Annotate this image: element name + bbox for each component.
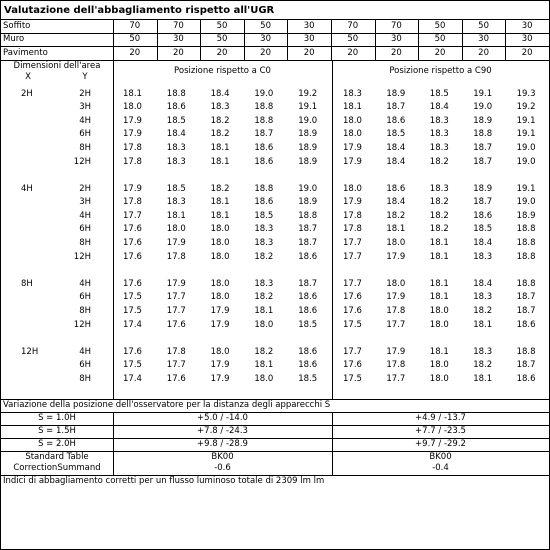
ugr-value-c90: 18.6 xyxy=(386,183,406,194)
ugr-value-c90: 17.9 xyxy=(343,197,362,208)
y-dimension: 6H xyxy=(79,360,91,371)
ugr-value-c90: 18.4 xyxy=(429,102,449,113)
ugr-value-c0: 18.2 xyxy=(210,115,230,126)
ugr-value-c90: 19.1 xyxy=(516,115,536,126)
ugr-value-c0: 18.1 xyxy=(166,210,186,221)
reflectance-value: 20 xyxy=(172,47,184,58)
ugr-value-c90: 18.1 xyxy=(429,346,449,357)
grid-line xyxy=(332,60,333,85)
ugr-value-c0: 18.6 xyxy=(254,142,274,153)
ugr-value-c0: 17.9 xyxy=(123,115,142,126)
ugr-value-c90: 19.0 xyxy=(516,142,536,153)
reflectance-value: 30 xyxy=(390,34,402,44)
ugr-value-c0: 18.3 xyxy=(254,238,274,248)
ugr-value-c0: 18.1 xyxy=(123,88,142,99)
ugr-value-c0: 18.5 xyxy=(298,373,318,384)
grid-line xyxy=(113,85,114,400)
ugr-value-c90: 17.5 xyxy=(343,373,362,384)
ugr-value-c90: 17.5 xyxy=(343,319,362,330)
ugr-value-c90: 17.9 xyxy=(343,156,362,167)
ugr-value-c90: 18.0 xyxy=(429,305,449,316)
reflectance-value: 30 xyxy=(303,20,315,31)
y-dimension: 8H xyxy=(79,238,91,248)
ugr-value-c90: 18.9 xyxy=(473,183,493,194)
ugr-value-c0: 18.9 xyxy=(298,197,318,208)
reflectance-value: 50 xyxy=(260,20,271,31)
ugr-value-c0: 17.8 xyxy=(123,197,142,208)
ugr-value-c0: 18.1 xyxy=(210,197,230,208)
ugr-value-c0: 18.4 xyxy=(210,88,230,99)
y-dimension: 4H xyxy=(79,210,91,221)
ugr-value-c90: 17.7 xyxy=(386,319,406,330)
ugr-value-c0: 18.8 xyxy=(298,210,318,221)
ugr-value-c90: 18.1 xyxy=(429,238,449,248)
variation-s: S = 2.0H xyxy=(38,439,76,449)
ugr-value-c0: 18.1 xyxy=(210,210,230,221)
ugr-value-c0: 17.8 xyxy=(166,346,186,357)
x-dimension: 2H xyxy=(21,88,33,99)
ugr-value-c0: 18.7 xyxy=(298,278,318,289)
ugr-value-c90: 17.6 xyxy=(343,305,362,316)
ugr-value-c90: 18.9 xyxy=(386,88,406,99)
ugr-value-c0: 19.0 xyxy=(298,183,318,194)
reflectance-value: 70 xyxy=(129,20,141,31)
reflectance-value: 20 xyxy=(303,47,315,58)
ugr-value-c0: 17.9 xyxy=(123,183,142,194)
ugr-value-c90: 18.8 xyxy=(516,346,536,357)
ugr-value-c90: 18.5 xyxy=(473,224,493,235)
ugr-value-c90: 18.0 xyxy=(343,183,362,194)
ugr-value-c0: 18.1 xyxy=(210,156,230,167)
ugr-value-c0: 18.0 xyxy=(210,346,230,357)
ugr-value-c0: 17.8 xyxy=(166,251,186,262)
ugr-value-c90: 18.0 xyxy=(429,360,449,371)
ugr-value-c90: 17.7 xyxy=(343,238,362,248)
reflectance-value: 30 xyxy=(478,34,489,44)
reflectance-value: 50 xyxy=(434,20,446,31)
standard-table-c90: BK00 xyxy=(429,452,452,462)
ugr-value-c90: 18.9 xyxy=(516,210,536,221)
ugr-value-c90: 18.3 xyxy=(473,251,493,262)
ugr-value-c0: 18.4 xyxy=(166,129,186,140)
ugr-value-c90: 17.7 xyxy=(386,373,406,384)
ugr-value-c0: 17.9 xyxy=(166,238,186,248)
ugr-value-c0: 18.9 xyxy=(298,156,318,167)
ugr-value-c90: 18.1 xyxy=(429,292,449,303)
reflectance-value: 30 xyxy=(521,34,533,44)
ugr-value-c0: 17.9 xyxy=(210,305,230,316)
ugr-value-c0: 17.8 xyxy=(123,156,142,167)
reflectance-value: 70 xyxy=(172,20,184,31)
ugr-value-c0: 18.5 xyxy=(166,183,186,194)
ugr-value-c0: 17.9 xyxy=(123,129,142,140)
ugr-value-c0: 18.3 xyxy=(166,142,186,153)
ugr-value-c90: 18.8 xyxy=(516,224,536,235)
reflectance-value: 50 xyxy=(216,34,228,44)
ugr-value-c90: 17.7 xyxy=(343,278,362,289)
ugr-value-c90: 18.0 xyxy=(386,278,406,289)
ugr-value-c90: 18.7 xyxy=(516,360,536,371)
ugr-value-c90: 18.3 xyxy=(473,346,493,357)
ugr-value-c0: 18.7 xyxy=(254,129,274,140)
ugr-value-c0: 18.8 xyxy=(254,183,274,194)
ugr-value-c0: 17.8 xyxy=(123,142,142,153)
ugr-value-c90: 18.3 xyxy=(429,115,449,126)
y-dimension: 4H xyxy=(79,278,91,289)
ugr-value-c90: 18.2 xyxy=(429,210,449,221)
ugr-value-c0: 18.5 xyxy=(254,210,274,221)
ugr-value-c90: 19.1 xyxy=(473,88,493,99)
ugr-value-c0: 18.6 xyxy=(298,305,318,316)
ugr-value-c0: 19.1 xyxy=(298,102,318,113)
y-dimension: 12H xyxy=(73,251,91,262)
reflectance-value: 70 xyxy=(347,20,359,31)
ugr-value-c0: 18.5 xyxy=(298,319,318,330)
ugr-value-c90: 18.5 xyxy=(386,129,406,140)
ugr-value-c0: 17.5 xyxy=(123,360,142,371)
ugr-value-c0: 18.3 xyxy=(254,224,274,235)
y-dimension: 6H xyxy=(79,129,91,140)
ugr-value-c90: 18.3 xyxy=(473,292,493,303)
ugr-value-c0: 18.0 xyxy=(210,292,230,303)
ugr-value-c90: 18.8 xyxy=(516,278,536,289)
ugr-value-c90: 18.7 xyxy=(516,305,536,316)
grid-line xyxy=(418,19,419,60)
ugr-value-c0: 18.3 xyxy=(210,102,230,113)
y-dimension: 8H xyxy=(79,373,91,384)
ugr-value-c0: 19.0 xyxy=(298,115,318,126)
grid-line xyxy=(287,19,288,60)
reflectance-value: 20 xyxy=(216,47,228,58)
ugr-value-c0: 18.6 xyxy=(298,292,318,303)
ugr-value-c0: 17.6 xyxy=(123,224,142,235)
y-dimension: 4H xyxy=(79,115,91,126)
ugr-value-c0: 18.0 xyxy=(210,238,230,248)
ugr-value-c90: 17.6 xyxy=(343,360,362,371)
ugr-value-c0: 18.5 xyxy=(166,115,186,126)
ugr-value-c90: 19.3 xyxy=(516,88,536,99)
reflectance-value: 20 xyxy=(260,47,271,58)
y-dimension: 12H xyxy=(73,319,91,330)
ugr-value-c0: 18.1 xyxy=(210,142,230,153)
ugr-value-c90: 18.2 xyxy=(473,305,493,316)
ugr-value-c0: 18.1 xyxy=(254,360,274,371)
y-header: Y xyxy=(82,71,88,82)
grid-line xyxy=(200,19,201,60)
ugr-value-c90: 18.0 xyxy=(386,238,406,248)
ugr-value-c0: 18.0 xyxy=(210,224,230,235)
ugr-value-c90: 19.0 xyxy=(516,197,536,208)
ugr-value-c90: 18.4 xyxy=(473,278,493,289)
ugr-value-c90: 18.4 xyxy=(473,238,493,248)
ugr-value-c90: 18.1 xyxy=(386,224,406,235)
ugr-value-c90: 18.9 xyxy=(473,115,493,126)
ugr-value-c90: 19.1 xyxy=(516,183,536,194)
ugr-value-c90: 19.0 xyxy=(473,102,493,113)
ugr-value-c90: 18.4 xyxy=(386,197,406,208)
ugr-value-c90: 18.7 xyxy=(516,292,536,303)
ugr-value-c90: 17.7 xyxy=(343,251,362,262)
ugr-value-c0: 17.6 xyxy=(166,373,186,384)
ugr-value-c0: 17.7 xyxy=(166,292,186,303)
x-dimension: 12H xyxy=(21,346,39,357)
ugr-value-c0: 18.3 xyxy=(254,278,274,289)
ugr-value-c90: 18.8 xyxy=(473,129,493,140)
reflectance-value: 50 xyxy=(216,20,228,31)
y-dimension: 6H xyxy=(79,292,91,303)
ugr-value-c90: 18.3 xyxy=(429,129,449,140)
variation-c90: +7.7 / -23.5 xyxy=(415,426,466,436)
ugr-value-c90: 18.5 xyxy=(429,88,449,99)
reflectance-value: 30 xyxy=(303,34,315,44)
ugr-value-c0: 18.3 xyxy=(166,197,186,208)
ugr-value-c0: 18.1 xyxy=(254,305,274,316)
ugr-value-c90: 17.9 xyxy=(386,292,406,303)
ugr-value-c0: 17.6 xyxy=(123,278,142,289)
ugr-value-c90: 18.6 xyxy=(386,115,406,126)
ugr-value-c90: 17.9 xyxy=(343,142,362,153)
reflectance-label: Pavimento xyxy=(3,47,48,58)
ugr-value-c90: 17.8 xyxy=(386,360,406,371)
ugr-value-c0: 18.6 xyxy=(254,156,274,167)
c90-header: Posizione rispetto a C90 xyxy=(389,65,492,76)
ugr-value-c0: 17.6 xyxy=(166,319,186,330)
grid-line xyxy=(244,19,245,60)
ugr-value-c90: 18.3 xyxy=(429,183,449,194)
ugr-value-c0: 18.2 xyxy=(210,183,230,194)
ugr-value-c90: 17.9 xyxy=(386,346,406,357)
ugr-value-c90: 19.1 xyxy=(516,129,536,140)
ugr-value-c90: 17.8 xyxy=(386,305,406,316)
reflectance-value: 50 xyxy=(434,34,446,44)
ugr-value-c90: 18.7 xyxy=(473,156,493,167)
ugr-value-c90: 17.6 xyxy=(343,292,362,303)
ugr-value-c90: 17.8 xyxy=(343,224,362,235)
ugr-value-c0: 17.6 xyxy=(123,251,142,262)
ugr-value-c0: 17.5 xyxy=(123,305,142,316)
ugr-value-c0: 18.6 xyxy=(298,360,318,371)
grid-line xyxy=(113,60,114,85)
ugr-value-c0: 18.8 xyxy=(166,88,186,99)
ugr-value-c90: 18.0 xyxy=(343,129,362,140)
ugr-value-c90: 18.1 xyxy=(429,278,449,289)
reflectance-value: 20 xyxy=(129,47,141,58)
grid-line xyxy=(462,19,463,60)
ugr-value-c0: 18.6 xyxy=(298,251,318,262)
reflectance-value: 20 xyxy=(347,47,359,58)
ugr-value-c0: 17.9 xyxy=(210,319,230,330)
y-dimension: 4H xyxy=(79,346,91,357)
ugr-value-c0: 17.9 xyxy=(210,373,230,384)
reflectance-label: Soffito xyxy=(3,20,31,31)
variation-s: S = 1.5H xyxy=(38,426,76,436)
reflectance-value: 50 xyxy=(347,34,359,44)
ugr-value-c90: 18.7 xyxy=(473,142,493,153)
grid-line xyxy=(505,19,506,60)
y-dimension: 2H xyxy=(79,88,91,99)
ugr-value-c90: 18.4 xyxy=(386,142,406,153)
ugr-value-c0: 18.7 xyxy=(298,238,318,248)
variation-c0: +7.8 / -24.3 xyxy=(197,426,248,436)
variation-c90: +4.9 / -13.7 xyxy=(415,413,466,423)
grid-line xyxy=(113,19,114,60)
ugr-value-c0: 18.0 xyxy=(254,373,274,384)
standard-table-c0: BK00 xyxy=(211,452,234,462)
ugr-value-c90: 18.1 xyxy=(429,251,449,262)
grid-line xyxy=(332,85,333,400)
ugr-value-c90: 18.3 xyxy=(429,142,449,153)
reflectance-value: 50 xyxy=(478,20,489,31)
ugr-value-c0: 18.7 xyxy=(298,224,318,235)
standard-table-label: Standard Table xyxy=(25,452,89,462)
ugr-value-c0: 17.4 xyxy=(123,319,142,330)
grid-line xyxy=(157,19,158,60)
ugr-value-c0: 19.0 xyxy=(254,88,274,99)
ugr-value-c0: 18.3 xyxy=(166,156,186,167)
reflectance-value: 30 xyxy=(260,34,271,44)
ugr-value-c90: 18.1 xyxy=(473,319,493,330)
ugr-value-c90: 18.1 xyxy=(343,102,362,113)
ugr-value-c90: 17.9 xyxy=(386,251,406,262)
ugr-value-c90: 18.8 xyxy=(516,251,536,262)
footer-note: Indici di abbagliamento corretti per un flusso luminoso totale di 2309 lm lm xyxy=(3,476,325,486)
y-dimension: 3H xyxy=(79,102,91,113)
ugr-value-c0: 18.8 xyxy=(254,115,274,126)
variation-c0: +5.0 / -14.0 xyxy=(197,413,248,423)
ugr-value-c0: 18.0 xyxy=(254,319,274,330)
ugr-value-c90: 18.7 xyxy=(386,102,406,113)
ugr-value-c0: 18.2 xyxy=(254,251,274,262)
y-dimension: 3H xyxy=(79,197,91,208)
ugr-value-c0: 18.6 xyxy=(254,197,274,208)
ugr-value-c0: 18.2 xyxy=(210,129,230,140)
ugr-value-c90: 17.8 xyxy=(343,210,362,221)
ugr-value-c90: 19.2 xyxy=(516,102,536,113)
ugr-value-c0: 17.7 xyxy=(166,305,186,316)
ugr-value-c0: 17.6 xyxy=(123,346,142,357)
ugr-value-c90: 18.0 xyxy=(343,115,362,126)
ugr-value-c90: 18.2 xyxy=(473,360,493,371)
y-dimension: 12H xyxy=(73,156,91,167)
ugr-value-c90: 18.7 xyxy=(473,197,493,208)
ugr-value-c0: 18.2 xyxy=(254,292,274,303)
ugr-value-c90: 18.1 xyxy=(473,373,493,384)
correction-c90: -0.4 xyxy=(432,463,449,473)
y-dimension: 8H xyxy=(79,305,91,316)
y-dimension: 6H xyxy=(79,224,91,235)
grid-line xyxy=(375,19,376,60)
ugr-value-c0: 18.0 xyxy=(210,278,230,289)
ugr-value-c90: 18.6 xyxy=(516,373,536,384)
ugr-value-c0: 18.0 xyxy=(210,251,230,262)
ugr-value-c90: 18.2 xyxy=(386,210,406,221)
ugr-value-c90: 19.0 xyxy=(516,156,536,167)
ugr-value-c0: 18.6 xyxy=(298,346,318,357)
ugr-value-c0: 17.6 xyxy=(123,238,142,248)
ugr-value-c90: 17.7 xyxy=(343,346,362,357)
ugr-value-c90: 18.0 xyxy=(429,373,449,384)
grid-line xyxy=(113,412,114,475)
reflectance-value: 70 xyxy=(390,20,402,31)
ugr-value-c90: 18.6 xyxy=(516,319,536,330)
x-header: X xyxy=(25,71,31,82)
reflectance-value: 30 xyxy=(172,34,184,44)
reflectance-label: Muro xyxy=(3,34,25,44)
ugr-value-c0: 17.9 xyxy=(210,360,230,371)
ugr-value-c0: 18.6 xyxy=(166,102,186,113)
table-title: Valutazione dell'abbagliamento rispetto all'UGR xyxy=(4,5,275,16)
variation-s: S = 1.0H xyxy=(38,413,76,423)
ugr-value-c0: 17.5 xyxy=(123,292,142,303)
reflectance-value: 20 xyxy=(521,47,533,58)
ugr-value-c90: 18.2 xyxy=(429,197,449,208)
variation-label: Variazione della posizione dell'osservatore per la distanza degli apparecchi S xyxy=(3,400,331,410)
ugr-value-c90: 18.2 xyxy=(429,224,449,235)
ugr-value-c0: 18.9 xyxy=(298,129,318,140)
reflectance-value: 30 xyxy=(521,20,533,31)
correction-label: CorrectionSummand xyxy=(13,463,101,473)
ugr-value-c90: 18.3 xyxy=(343,88,362,99)
ugr-value-c90: 18.2 xyxy=(429,156,449,167)
ugr-value-c0: 17.4 xyxy=(123,373,142,384)
ugr-value-c90: 18.0 xyxy=(429,319,449,330)
ugr-value-c0: 17.7 xyxy=(123,210,142,221)
ugr-value-c0: 17.7 xyxy=(166,360,186,371)
ugr-value-c0: 18.0 xyxy=(123,102,142,113)
ugr-value-c0: 18.2 xyxy=(254,346,274,357)
ugr-value-c0: 19.2 xyxy=(298,88,318,99)
y-dimension: 8H xyxy=(79,142,91,153)
ugr-value-c0: 18.9 xyxy=(298,142,318,153)
x-dimension: 8H xyxy=(21,278,33,289)
ugr-value-c90: 18.8 xyxy=(516,238,536,248)
c0-header: Posizione rispetto a C0 xyxy=(174,65,271,76)
correction-c0: -0.6 xyxy=(214,463,231,473)
reflectance-value: 20 xyxy=(478,47,489,58)
variation-c90: +9.7 / -29.2 xyxy=(415,439,466,449)
reflectance-value: 20 xyxy=(390,47,402,58)
y-dimension: 2H xyxy=(79,183,91,194)
reflectance-value: 20 xyxy=(434,47,446,58)
reflectance-value: 50 xyxy=(129,34,141,44)
grid-line xyxy=(332,412,333,475)
variation-c0: +9.8 / -28.9 xyxy=(197,439,248,449)
ugr-value-c90: 18.4 xyxy=(386,156,406,167)
ugr-value-c0: 18.8 xyxy=(254,102,274,113)
ugr-value-c0: 18.0 xyxy=(166,224,186,235)
dims-header: Dimensioni dell'area xyxy=(13,60,101,71)
ugr-value-c0: 17.9 xyxy=(166,278,186,289)
x-dimension: 4H xyxy=(21,183,33,194)
ugr-value-c90: 18.6 xyxy=(473,210,493,221)
grid-line xyxy=(331,19,332,60)
